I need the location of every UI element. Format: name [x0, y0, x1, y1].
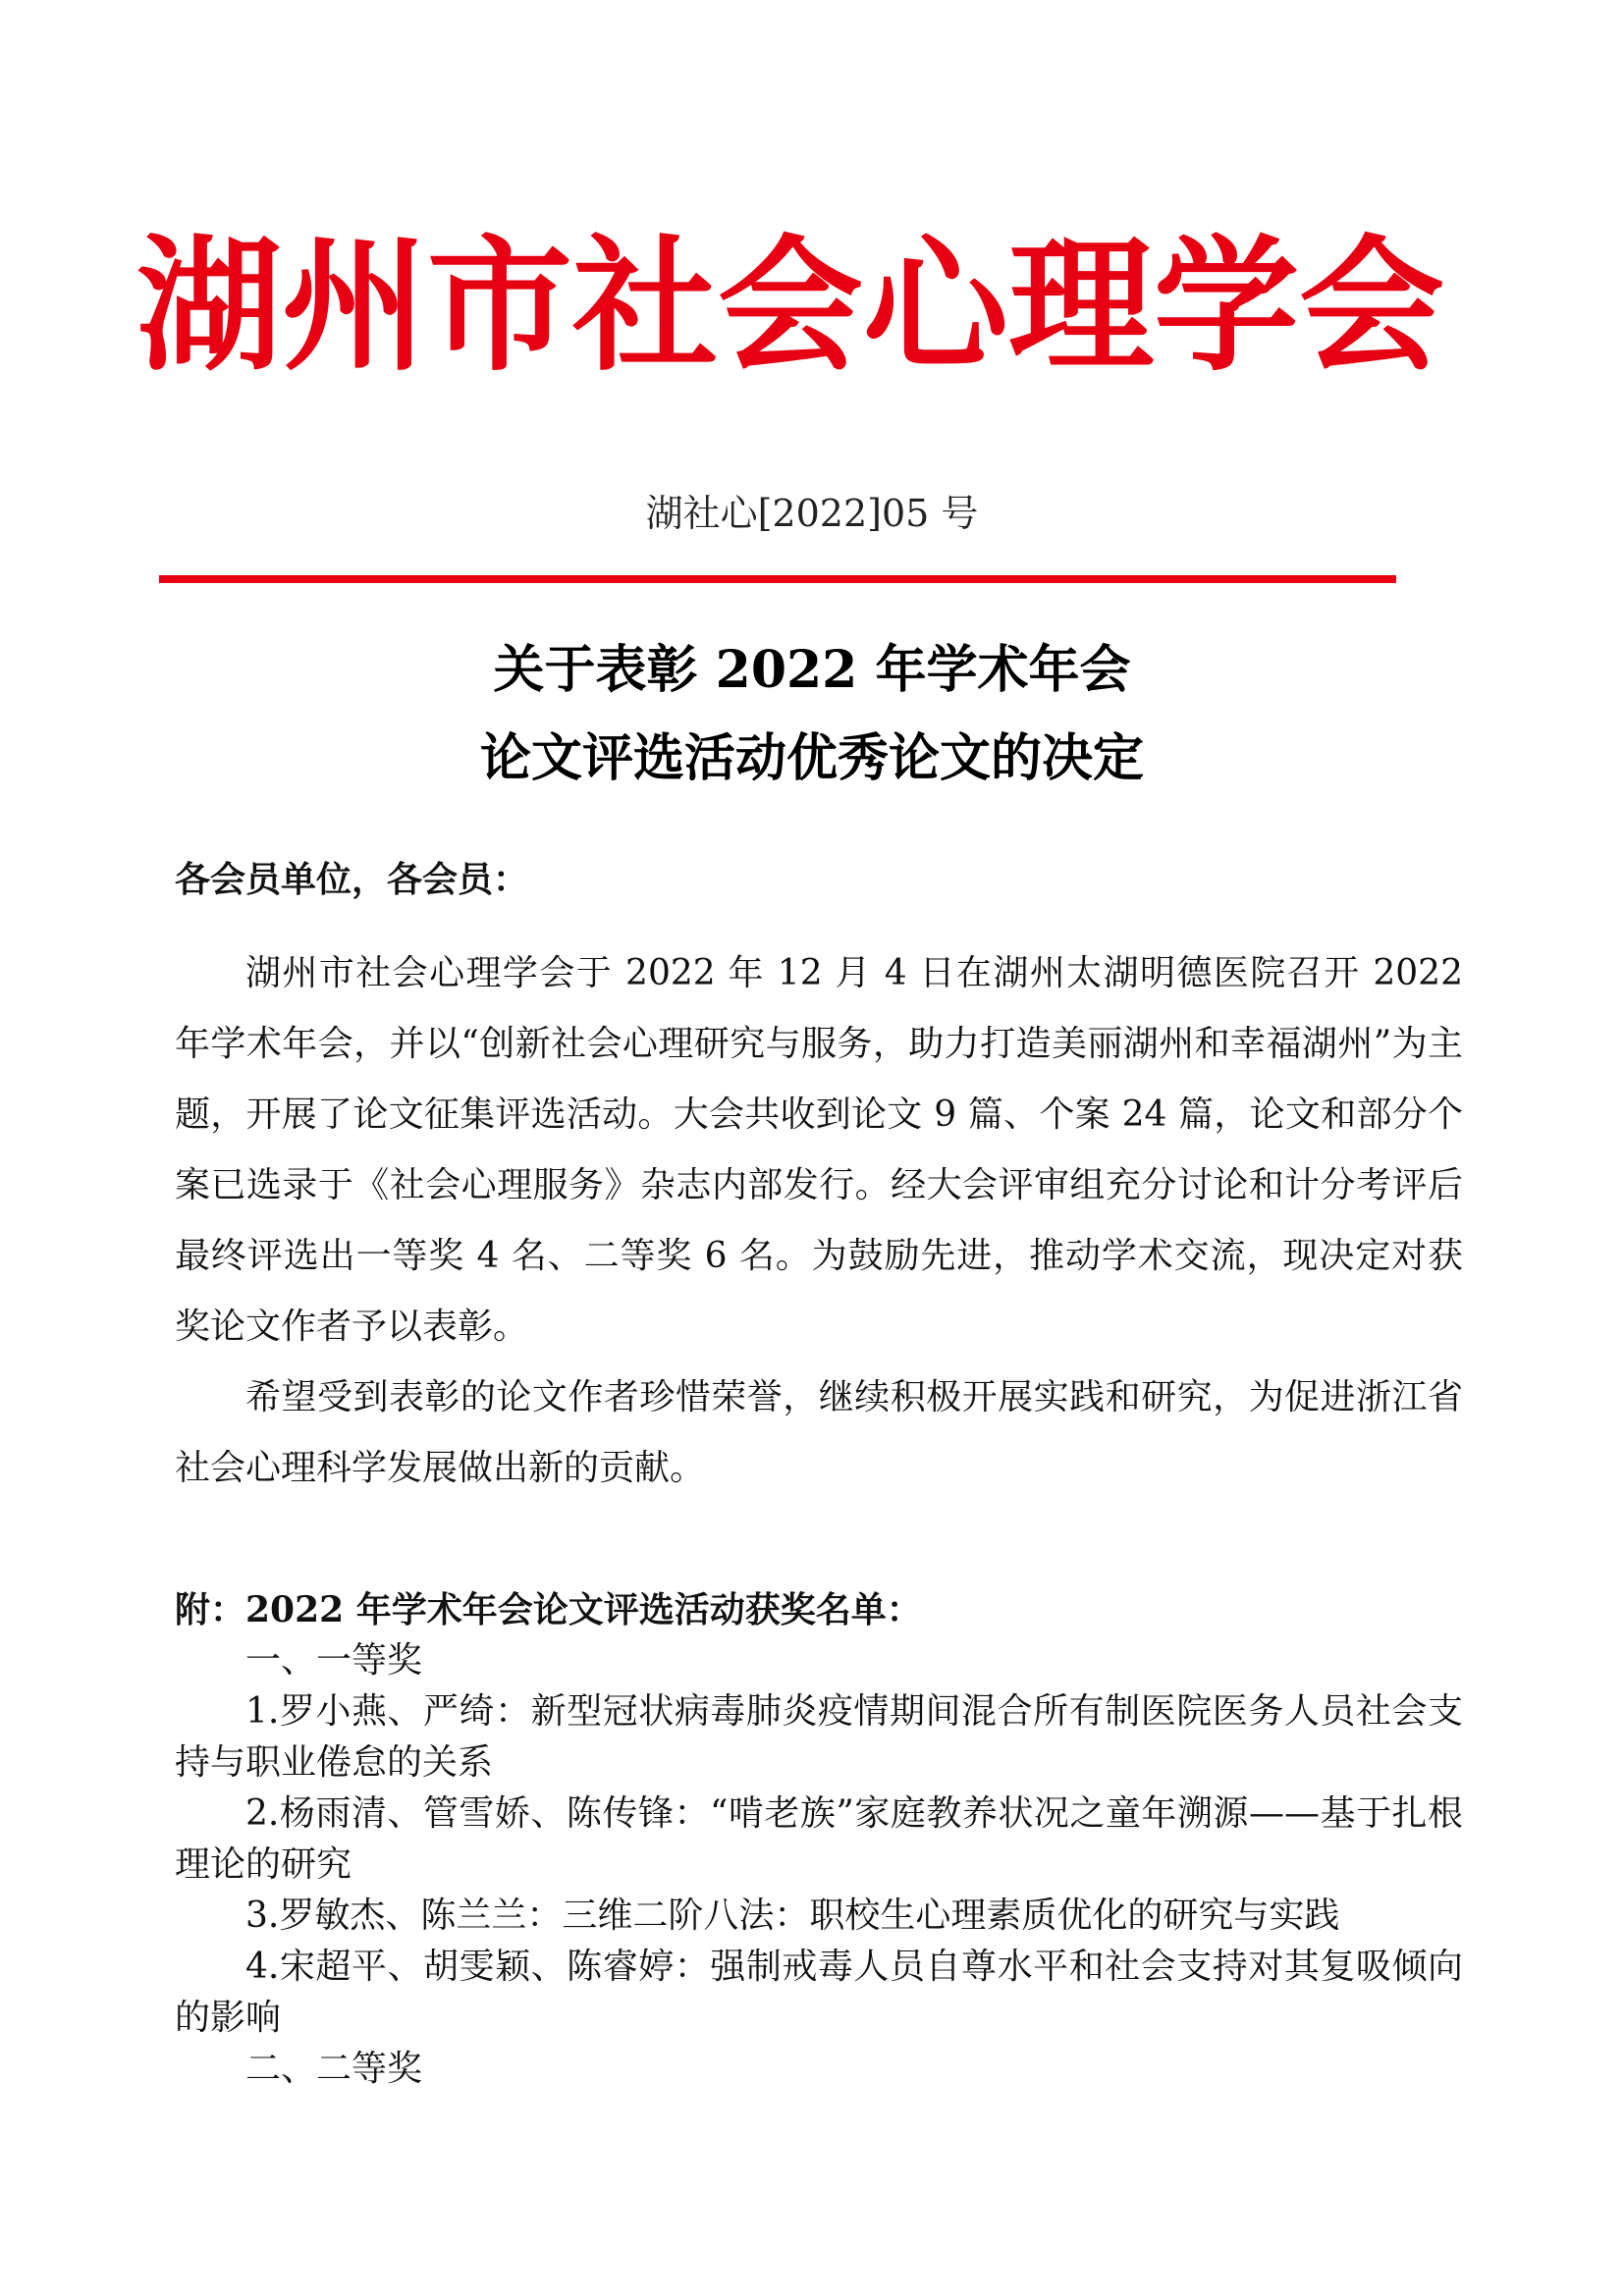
award-item-4: 4.宋超平、胡雯颖、陈睿婷：强制戒毒人员自尊水平和社会支持对其复吸倾向的影响: [175, 1947, 1463, 2038]
organization-masthead: 湖州市社会心理学会: [136, 222, 1444, 391]
attachment-title: 附：2022 年学术年会论文评选活动获奖名单：: [175, 1589, 922, 1630]
body-paragraph-1: 湖州市社会心理学会于 2022 年 12 月 4 日在湖州太湖明德医院召开 2022 年学术年会，并以“创新社会心理研究与服务，助力打造美丽湖州和幸福湖州”为主题，开展了论文征集评选活动。大会共收到论文 9 篇、个案 24 篇，论文和部分个案已选录于《社会心理服务》杂志内部发行。经大会评审组充分讨论和计分考评后最终评选出一等奖 4 名、二等奖 6 名。为鼓励先进，推动学术交流，现决定对获奖论文作者予以表彰。: [175, 953, 1463, 1347]
body-paragraph-1-block: [175, 938, 1463, 1362]
award-list: [175, 1635, 1463, 2095]
document-title-line-2: 论文评选活动优秀论文的决定: [479, 728, 1144, 788]
first-prize-heading: 一、一等奖: [245, 1640, 423, 1681]
body-paragraph-2-block: [175, 1362, 1463, 1504]
document-title-line-1: 关于表彰 2022 年学术年会: [493, 640, 1131, 700]
red-divider-rule: [159, 575, 1396, 583]
award-item-2: 2.杨雨清、管雪娇、陈传锋：“啃老族”家庭教养状况之童年溯源——基于扎根理论的研究: [175, 1793, 1463, 1885]
salutation: 各会员单位，各会员：: [175, 859, 529, 900]
document-number: 湖社心[2022]05 号: [645, 492, 979, 535]
award-item-1: 1.罗小燕、严绮：新型冠状病毒肺炎疫情期间混合所有制医院医务人员社会支持与职业倦怠的关系: [175, 1691, 1463, 1783]
body-paragraph-2: 希望受到表彰的论文作者珍惜荣誉，继续积极开展实践和研究，为促进浙江省社会心理科学发展做出新的贡献。: [175, 1377, 1463, 1488]
second-prize-heading: 二、二等奖: [245, 2049, 423, 2089]
award-item-3: 3.罗敏杰、陈兰兰：三维二阶八法：职校生心理素质优化的研究与实践: [245, 1896, 1340, 1936]
